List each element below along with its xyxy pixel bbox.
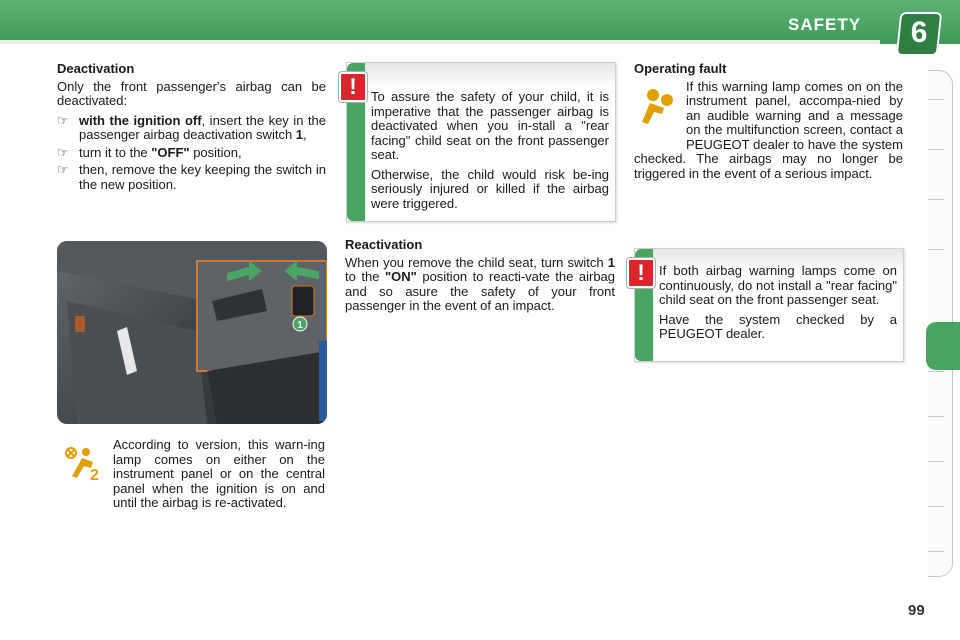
page-number: 99 — [908, 602, 925, 619]
page-header — [0, 0, 960, 44]
bullet-item — [57, 114, 326, 143]
rail-tick — [928, 99, 944, 100]
exclamation-icon: ! — [627, 258, 655, 288]
deactivation-heading: Deactivation — [57, 61, 135, 76]
deactivation-intro: Only the front passenger's airbag can be deactivated: — [57, 78, 326, 108]
warning-paragraph: Otherwise, the child would risk be-ing seriously injured or killed if the airbag were triggered. — [371, 166, 609, 211]
bullet-text: position, — [189, 144, 242, 160]
rail-tick — [928, 506, 944, 507]
rail-tick — [928, 416, 944, 417]
switch-number: 1 — [607, 254, 615, 270]
icon-float — [634, 80, 686, 142]
chapter-tab-active[interactable] — [926, 322, 960, 370]
lamp-description: According to version, this warn-ing lamp comes on either on the instrument panel or on the central panel when the ignition is on and until the airbag is re-activated. — [113, 437, 325, 510]
rail-tick — [928, 461, 944, 462]
text-run: When you remove the child seat, turn switch — [345, 254, 608, 270]
child-seat-warning-box — [346, 62, 616, 222]
rail-tick — [928, 371, 944, 372]
bullet-bold: with the ignition off — [79, 112, 202, 128]
passenger-airbag-icon — [640, 86, 680, 126]
reactivation-heading: Reactivation — [345, 237, 423, 252]
bullet-text: , — [303, 127, 307, 142]
warning-paragraph: To assure the safety of your child, it is imperative that the passenger airbag is deactivated when you in-stall a "rear facing" child seat on the front passenger seat. — [371, 89, 609, 162]
reactivation-section — [345, 238, 615, 319]
text-bold: "ON" — [384, 269, 417, 284]
chapter-number: 6 — [910, 16, 928, 49]
operating-fault-section — [634, 62, 903, 186]
section-title: SAFETY — [788, 15, 862, 34]
operating-fault-text: If this warning lamp comes on on the instrument panel, accompa-nied by an audible warning and a message on the multifunction screen, contact a PEUGEOT dealer to have the system checked. The airbags may no longer be triggered in the event of a serious impact. — [634, 78, 903, 181]
bullet-item — [57, 146, 326, 161]
rail-tick — [928, 149, 944, 150]
bullet-text: , insert the key in the passenger airbag deactivation switch — [79, 112, 327, 142]
text-run: position to reacti-vate the airbag and so asure the safety of your front passenger in the event of an impact. — [345, 269, 616, 313]
dashboard-drawing — [57, 241, 327, 424]
bullet-text: then, remove the key keeping the switch in the new position. — [79, 162, 326, 192]
svg-text:2: 2 — [90, 467, 99, 482]
callout-number: 1 — [297, 320, 303, 331]
reactivation-text — [345, 256, 615, 314]
text-run: to the — [345, 269, 385, 284]
bullet-bold: "OFF" — [151, 144, 190, 160]
warning-content — [659, 264, 897, 347]
door-edge — [319, 341, 327, 421]
deactivation-section — [57, 62, 326, 195]
header-stripe — [0, 40, 880, 44]
rail-tick — [928, 199, 944, 200]
pointing-hand-icon: ☞ — [57, 112, 69, 128]
passenger-airbag-off-icon — [64, 446, 102, 482]
airbag-switch-illustration — [57, 241, 327, 424]
warning-paragraph: Have the system checked by a PEUGEOT dealer. — [659, 311, 897, 341]
pointing-hand-icon: ☞ — [57, 162, 69, 177]
bullet-item — [57, 163, 326, 192]
rail-tick — [928, 551, 944, 552]
warning-content — [371, 90, 609, 216]
switch-number: 1 — [295, 127, 304, 142]
operating-fault-heading: Operating fault — [634, 61, 727, 76]
pointing-hand-icon: ☞ — [57, 144, 69, 160]
airbag-fault-warning-box — [634, 248, 904, 362]
exclamation-icon: ! — [339, 72, 367, 102]
rail-tick — [928, 249, 944, 250]
bullet-text: turn it to the — [79, 144, 152, 160]
left-switch — [75, 316, 85, 332]
glovebox-panel — [67, 301, 207, 424]
deactivation-switch — [292, 286, 314, 316]
warning-top-shade — [365, 63, 615, 87]
chapter-badge — [896, 12, 943, 56]
warning-paragraph: If both airbag warning lamps come on continuously, do not install a "rear facing" child seat on the front passenger seat. — [659, 263, 897, 307]
